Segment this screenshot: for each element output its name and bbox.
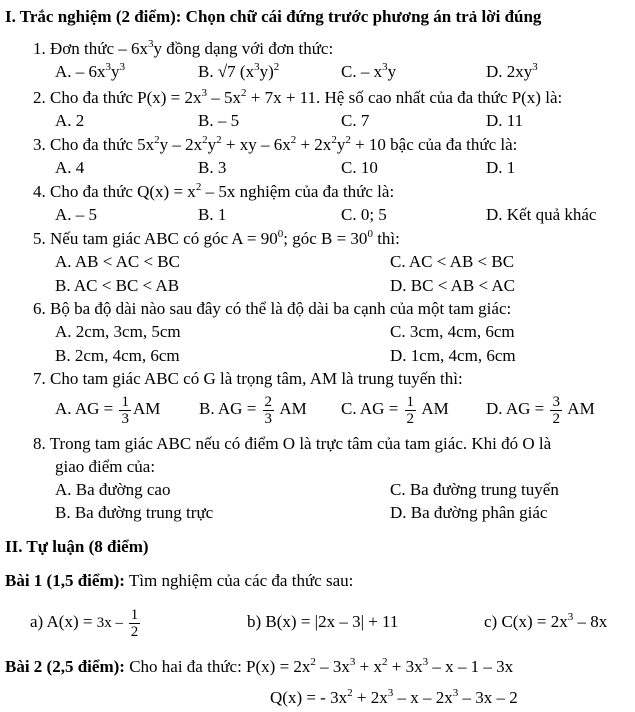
q4-option-c: C. 0; 5	[341, 205, 387, 224]
q5-option-c: C. AC < AB < BC	[390, 252, 515, 271]
q6-option-c: C. 3cm, 4cm, 6cm	[390, 322, 515, 341]
question-7: 7. Cho tam giác ABC có G là trọng tâm, AM là trung tuyến thì:	[33, 369, 463, 388]
q6-option-a: A. 2cm, 3cm, 5cm	[55, 322, 181, 341]
question-8-cont: giao điểm của:	[55, 457, 156, 476]
q2-option-b: B. – 5	[198, 111, 240, 130]
q1-option-d: D. $2xy^3$	[486, 61, 538, 81]
q7-option-c: C. AG = $\frac{1}{2}$ AM	[341, 393, 449, 427]
q5-option-a: A. AB < AC < BC	[55, 252, 180, 271]
question-1	[33, 39, 333, 59]
q8-option-b: B. Ba đường trung trực	[55, 503, 214, 522]
q3-option-d: D. 1	[486, 158, 516, 177]
bai1-prompt: Bài 1 (1,5 điểm): Tìm nghiệm của các đa thức sau:	[5, 571, 354, 590]
q8-option-a: A. Ba đường cao	[55, 480, 171, 499]
q7-option-b: B. AG = $\frac{2}{3}$ AM	[199, 393, 307, 427]
q8-option-c: C. Ba đường trung tuyến	[390, 480, 559, 499]
q1-stem: 1. Đơn thức – 6x	[33, 39, 148, 58]
q8-option-d: D. Ba đường phân giác	[390, 503, 548, 522]
question-8: 8. Trong tam giác ABC nếu có điểm O là trực tâm của tam giác. Khi đó O là	[33, 434, 552, 453]
bai2-label: Bài 2 (2,5 điểm):	[5, 657, 125, 676]
q2-option-c: C. 7	[341, 111, 370, 130]
question-5: 5. Nếu tam giác ABC có góc $A = 90^0$; góc $B = 30^0$ thì:	[33, 228, 400, 248]
q5-option-b: B. AC < BC < AB	[55, 276, 180, 295]
part2-heading: II. Tự luận (8 điểm)	[5, 537, 149, 556]
bai1-b: b) B(x) = |2x – 3| + 11	[247, 612, 399, 631]
q7-option-d: D. AG = $\frac{3}{2}$ AM	[486, 393, 595, 427]
q5-option-d: D. BC < AB < AC	[390, 276, 515, 295]
question-3: 3. Cho đa thức $5x^2y - 2x^2y^2$ + xy – $6x^2 + 2x^2y^2 + 10$ bậc của đa thức là:	[33, 134, 518, 154]
bai1-a: a) A(x) = 3x – $\frac{1}{2}$	[30, 606, 139, 640]
q6-option-d: D. 1cm, 4cm, 6cm	[390, 346, 516, 365]
sup: 3	[148, 38, 154, 50]
q4-option-a: A. – 5	[55, 205, 98, 224]
q2-option-a: A. 2	[55, 111, 85, 130]
fraction: $\frac{3}{2}$	[552, 393, 560, 427]
q1-option-b: B. √7 $(x^3y)^2$	[198, 61, 280, 81]
q1-option-c: C. – $x^3y$	[341, 61, 397, 81]
part1-heading: I. Trắc nghiệm (2 điểm): Chọn chữ cái đứng trước phương án trả lời đúng	[5, 7, 542, 26]
q2-option-d: D. 11	[486, 111, 524, 130]
question-6: 6. Bộ ba độ dài nào sau đây có thể là độ dài ba cạnh của một tam giác:	[33, 299, 512, 318]
q3-option-a: A. 4	[55, 158, 85, 177]
q3-option-b: B. 3	[198, 158, 227, 177]
q7-option-a: A. AG = $\frac{1}{3}$ AM	[55, 393, 161, 427]
question-4: 4. Cho đa thức $Q(x) = x^2 - 5x$ nghiệm của đa thức là:	[33, 181, 395, 201]
fraction: $\frac{1}{2}$	[130, 606, 139, 640]
bai1-c: c) $C(x) = 2x^3 - 8x$	[484, 611, 608, 631]
q4-option-d: D. Kết quả khác	[486, 205, 597, 224]
fraction: $\frac{2}{3}$	[264, 393, 273, 427]
q1-stem-end: y đồng dạng với đơn thức:	[153, 39, 334, 58]
q4-option-b: B. 1	[198, 205, 227, 224]
q6-option-b: B. 2cm, 4cm, 6cm	[55, 346, 180, 365]
fraction: $\frac{1}{2}$	[406, 393, 415, 427]
question-2: 2. Cho đa thức $P(x) = 2x^3 - 5x^2 + 7x + 11$. Hệ số cao nhất của đa thức P(x) là:	[33, 87, 563, 107]
fraction: $\frac{1}{3}$	[121, 393, 129, 427]
q3-option-c: C. 10	[341, 158, 378, 177]
q1-option-a: A. – $6x^3y^3$	[55, 61, 126, 81]
bai2-line1: Bài 2 (2,5 điểm): Cho hai đa thức: $P(x) = 2x^2 - 3x^3 + x^2 + 3x^3 - x - 1 - 3x$	[5, 656, 514, 676]
bai1-label: Bài 1 (1,5 điểm):	[5, 571, 125, 590]
bai2-line2: Q(x) = - $3x^2 + 2x^3 - x - 2x^3 - 3x - 2$	[270, 687, 518, 707]
